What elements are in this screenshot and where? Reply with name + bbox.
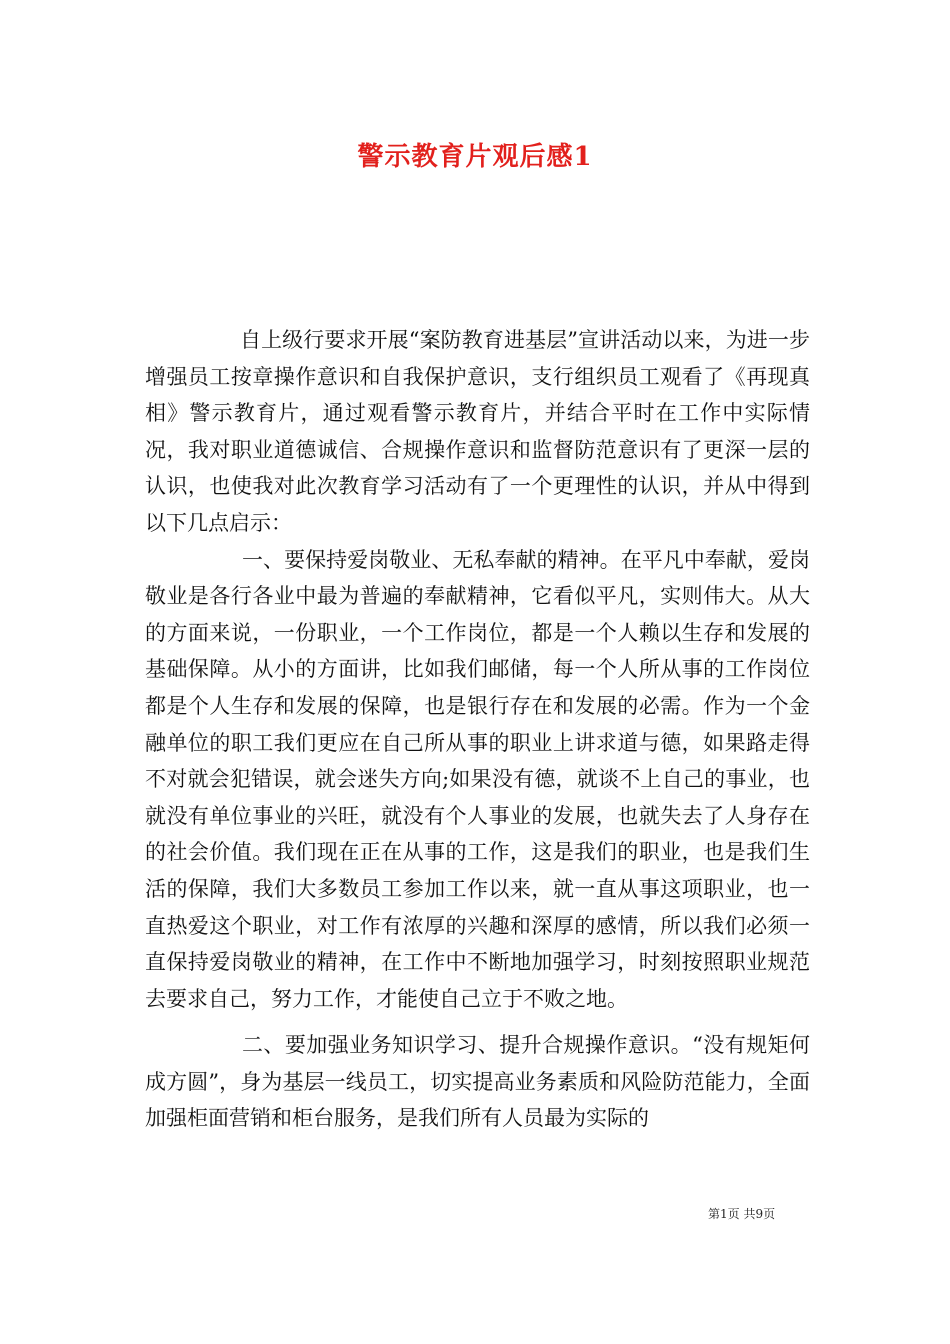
document-body — [145, 322, 810, 1137]
document-title: 警示教育片观后感1 — [357, 142, 593, 172]
page-number-footer: 第1页 共9页 — [708, 1207, 776, 1221]
paragraph-intro: 自上级行要求开展“案防教育进基层”宣讲活动以来，为进一步增强员工按章操作意识和自我保护意识，支行组织员工观看了《再现真相》警示教育片，通过观看警示教育片，并结合平时在工作中实际情况，我对职业道德诚信、合规操作意识和监督防范意识有了更深一层的认识，也使我对此次教育学习活动有了一个更理性的认识，并从中得到以下几点启示： — [145, 328, 810, 535]
paragraph-point-one: 一、要保持爱岗敬业、无私奉献的精神。在平凡中奉献，爱岗敬业是各行各业中最为普遍的奉献精神，它看似平凡，实则伟大。从大的方面来说，一份职业，一个工作岗位，都是一个人赖以生存和发展的基础保障。从小的方面讲，比如我们邮储，每一个人所从事的工作岗位都是个人生存和发展的保障，也是银行存在和发展的必需。作为一个金融单位的职工我们更应在自己所从事的职业上讲求道与德，如果路走得不对就会犯错误，就会迷失方向;如果没有德，就谈不上自己的事业，也就没有单位事业的兴旺，就没有个人事业的发展，也就失去了人身存在的社会价值。我们现在正在从事的工作，这是我们的职业，也是我们生活的保障，我们大多数员工参加工作以来，就一直从事这项职业，也一直热爱这个职业，对工作有浓厚的兴趣和深厚的感情，所以我们必须一直保持爱岗敬业的精神，在工作中不断地加强学习，时刻按照职业规范去要求自己，努力工作，才能使自己立于不败之地。 — [145, 547, 810, 1011]
paragraph-point-two: 二、要加强业务知识学习、提升合规操作意识。“没有规矩何成方圆”，身为基层一线员工，切实提高业务素质和风险防范能力，全面加强柜面营销和柜台服务，是我们所有人员最为实际的 — [145, 1033, 810, 1131]
